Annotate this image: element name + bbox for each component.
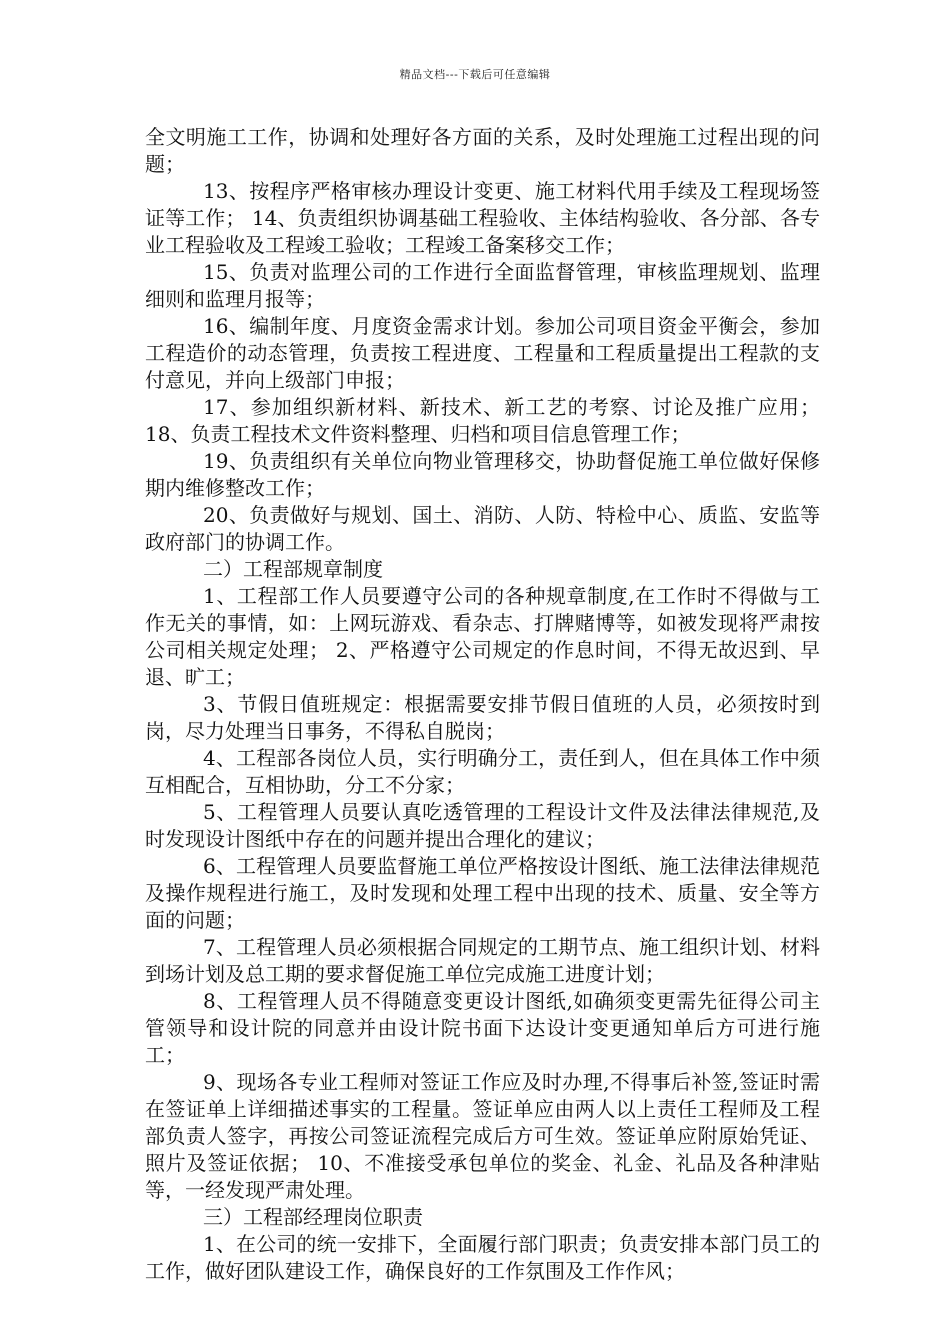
paragraph: 16、编制年度、月度资金需求计划。参加公司项目资金平衡会，参加工程造价的动态管理，负责按工程进度、工程量和工程质量提出工程款的支付意见，并向上级部门申报； [145, 314, 820, 392]
paragraph: 1、在公司的统一安排下，全面履行部门职责；负责安排本部门员工的工作，做好团队建设工作，确保良好的工作氛围及工作作风； [145, 1232, 820, 1283]
section-heading: 二）工程部规章制度 [203, 557, 383, 581]
paragraph: 5、工程管理人员要认真吃透管理的工程设计文件及法律法律规范,及时发现设计图纸中存在的问题并提出合理化的建议； [145, 800, 820, 851]
paragraph: 8、工程管理人员不得随意变更设计图纸,如确须变更需先征得公司主管领导和设计院的同意并由设计院书面下达设计变更通知单后方可进行施工； [145, 989, 820, 1067]
paragraph: 13、按程序严格审核办理设计变更、施工材料代用手续及工程现场签证等工作； 14、负责组织协调基础工程验收、主体结构验收、各分部、各专业工程验收及工程竣工验收；工程竣工备案移交工作； [145, 179, 820, 257]
paragraph: 20、负责做好与规划、国土、消防、人防、特检中心、质监、安监等政府部门的协调工作。 [145, 503, 820, 554]
paragraph: 3、节假日值班规定：根据需要安排节假日值班的人员，必须按时到岗，尽力处理当日事务，不得私自脱岗； [145, 692, 820, 743]
paragraph: 7、工程管理人员必须根据合同规定的工期节点、施工组织计划、材料到场计划及总工期的要求督促施工单位完成施工进度计划； [145, 935, 820, 986]
paragraph: 全文明施工工作，协调和处理好各方面的关系，及时处理施工过程出现的问题； [145, 125, 820, 176]
paragraph: 1、工程部工作人员要遵守公司的各种规章制度,在工作时不得做与工作无关的事情，如：上网玩游戏、看杂志、打牌赌博等，如被发现将严肃按公司相关规定处理； 2、严格遵守公司规定的作息时间，不得无故迟到、早退、旷工； [145, 584, 820, 689]
page-header: 精品文档---下载后可任意编辑 [399, 68, 551, 81]
paragraph: 17、参加组织新材料、新技术、新工艺的考察、讨论及推广应用； 18、负责工程技术文件资料整理、归档和项目信息管理工作； [145, 395, 820, 446]
paragraph: 4、工程部各岗位人员，实行明确分工，责任到人，但在具体工作中须互相配合，互相协助，分工不分家； [145, 746, 820, 797]
paragraph: 6、工程管理人员要监督施工单位严格按设计图纸、施工法律法律规范及操作规程进行施工，及时发现和处理工程中出现的技术、质量、安全等方面的问题； [145, 854, 820, 932]
document-body [145, 124, 820, 1285]
paragraph: 19、负责组织有关单位向物业管理移交，协助督促施工单位做好保修期内维修整改工作； [145, 449, 820, 500]
section-heading: 三）工程部经理岗位职责 [203, 1205, 423, 1229]
paragraph: 15、负责对监理公司的工作进行全面监督管理，审核监理规划、监理细则和监理月报等； [145, 260, 820, 311]
paragraph: 9、现场各专业工程师对签证工作应及时办理,不得事后补签,签证时需在签证单上详细描述事实的工程量。签证单应由两人以上责任工程师及工程部负责人签字，再按公司签证流程完成后方可生效。签证单应附原始凭证、照片及签证依据； 10、不准接受承包单位的奖金、礼金、礼品及各种津贴等，一经发现严肃处理。 [145, 1070, 820, 1202]
